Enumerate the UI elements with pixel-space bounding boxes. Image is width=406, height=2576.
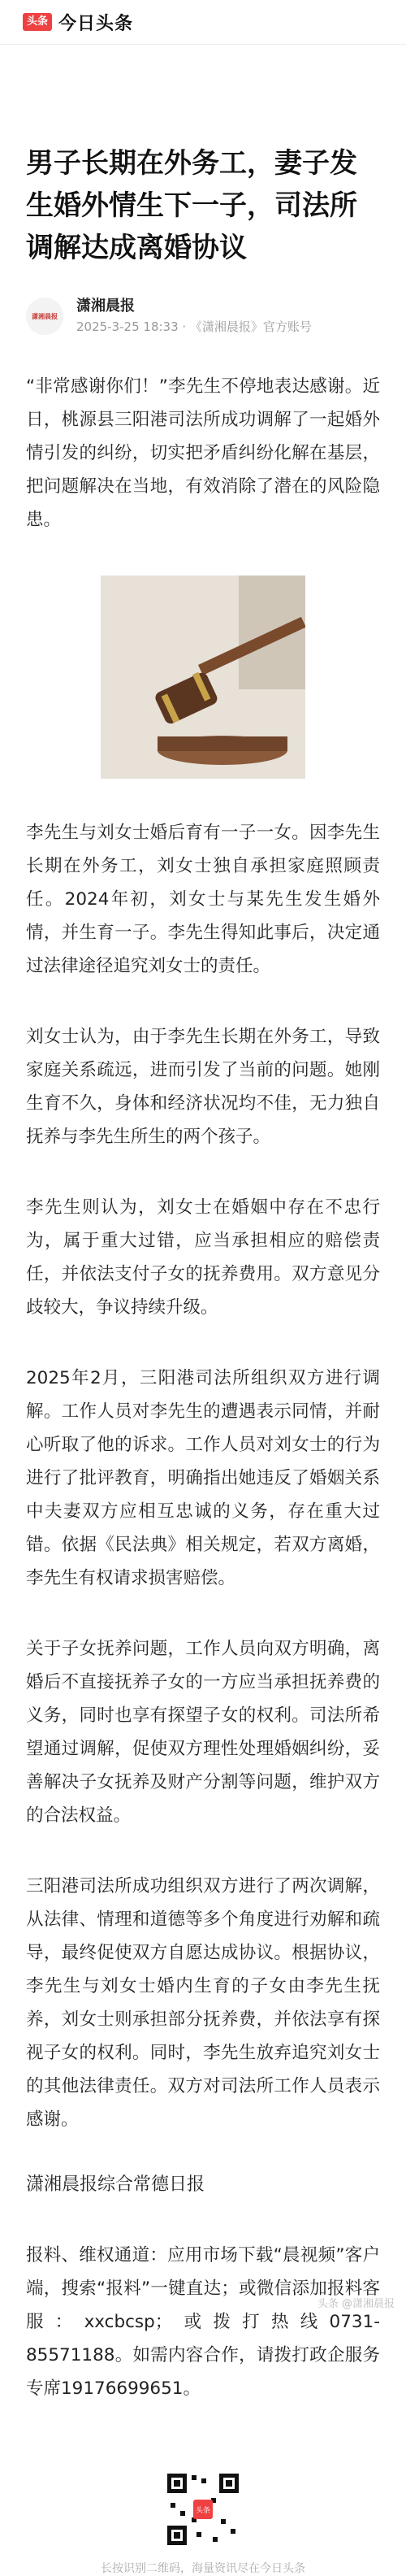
paragraph-5: 2025年2月，三阳港司法所组织双方进行调解。工作人员对李先生的遭遇表示同情，并耐心听取了他的诉求。工作人员对刘女士的行为进行了批评教育，明确指出她违反了婚姻关系中夫妻双方应相互忠诚的义务，存在重大过错。依据《民法典》相关规定，若双方离婚，李先生有权请求损害赔偿。	[26, 1368, 380, 1588]
article-title: 男子长期在外务工，妻子发生婚外情生下一子，司法所调解达成离婚协议	[26, 147, 357, 264]
paragraph-1: “非常感谢你们！”李先生不停地表达感谢。近日，桃源县三阳港司法所成功调解了一起婚外情引发的纠纷，切实把矛盾纠纷化解在基层，把问题解决在当地，有效消除了潜在的风险隐患。	[26, 376, 380, 530]
paragraph-3: 刘女士认为，由于李先生长期在外务工，导致家庭关系疏远，进而引发了当前的问题。她刚生育不久，身体和经济状况均不佳，无力独自抚养与李先生所生的两个孩子。	[26, 1027, 380, 1147]
app-name[interactable]: 今日头条	[58, 13, 134, 34]
paragraph-7: 三阳港司法所成功组织双方进行了两次调解，从法律、情理和道德等多个角度进行劝解和疏导，最终促使双方自愿达成协议。根据协议，李先生与刘女士婚内生育的子女由李先生抚养，刘女士则承担部分抚养费，并依法享有探视子女的权利。同时，李先生放弃追究刘女士的其他法律责任。双方对司法所工作人员表示感谢。	[26, 1876, 380, 2130]
publish-info: 2025-3-25 18:33 · 《潇湘晨报》官方账号	[76, 319, 312, 334]
qr-center-badge: 头条	[195, 2507, 211, 2515]
gavel-illustration	[101, 576, 305, 779]
qr-caption: 长按识别二维码，海量资讯尽在今日头条	[101, 2562, 305, 2575]
watermark: 头条 @潇湘晨报	[317, 2298, 395, 2310]
top-bar	[0, 0, 406, 45]
paragraph-6: 关于子女抚养问题，工作人员向双方明确，离婚后不直接抚养子女的一方应当承担抚养费的义务，同时也享有探望子女的权利。司法所希望通过调解，促使双方理性处理婚姻纠纷，妥善解决子女抚养及财产分割等问题，维护双方的合法权益。	[26, 1639, 380, 1826]
qr-section	[26, 2470, 380, 2576]
gavel-image[interactable]	[101, 576, 305, 779]
contact-info: 报料、维权通道：应用市场下载“晨视频”客户端，搜索“报料”一键直达；或微信添加报料客服：xxcbcsp；或拨打热线0731-85571188。如需内容合作，请拨打政企服务专席19176699651。	[26, 2245, 380, 2399]
paragraph-4: 李先生则认为，刘女士在婚姻中存在不忠行为，属于重大过错，应当承担相应的赔偿责任，并依法支付子女的抚养费用。双方意见分歧较大，争议持续升级。	[26, 1197, 380, 1318]
paragraph-2: 李先生与刘女士婚后育有一子一女。因李先生长期在外务工，刘女士独自承担家庭照顾责任。2024年初，刘女士与某先生发生婚外情，并生育一子。李先生得知此事后，决定通过法律途径追究刘女士的责任。	[26, 823, 380, 976]
toutiao-logo-badge[interactable]: 头条	[23, 13, 52, 31]
source-row	[26, 297, 380, 336]
source-avatar[interactable]: 潇湘晨报	[26, 298, 63, 335]
source-meta	[76, 297, 312, 336]
source-name[interactable]: 潇湘晨报	[76, 298, 135, 315]
qr-graphic	[164, 2470, 242, 2548]
article-content	[0, 45, 406, 2576]
qr-code[interactable]	[164, 2470, 242, 2548]
section-source-note: 潇湘晨报综合常德日报	[26, 2174, 205, 2195]
